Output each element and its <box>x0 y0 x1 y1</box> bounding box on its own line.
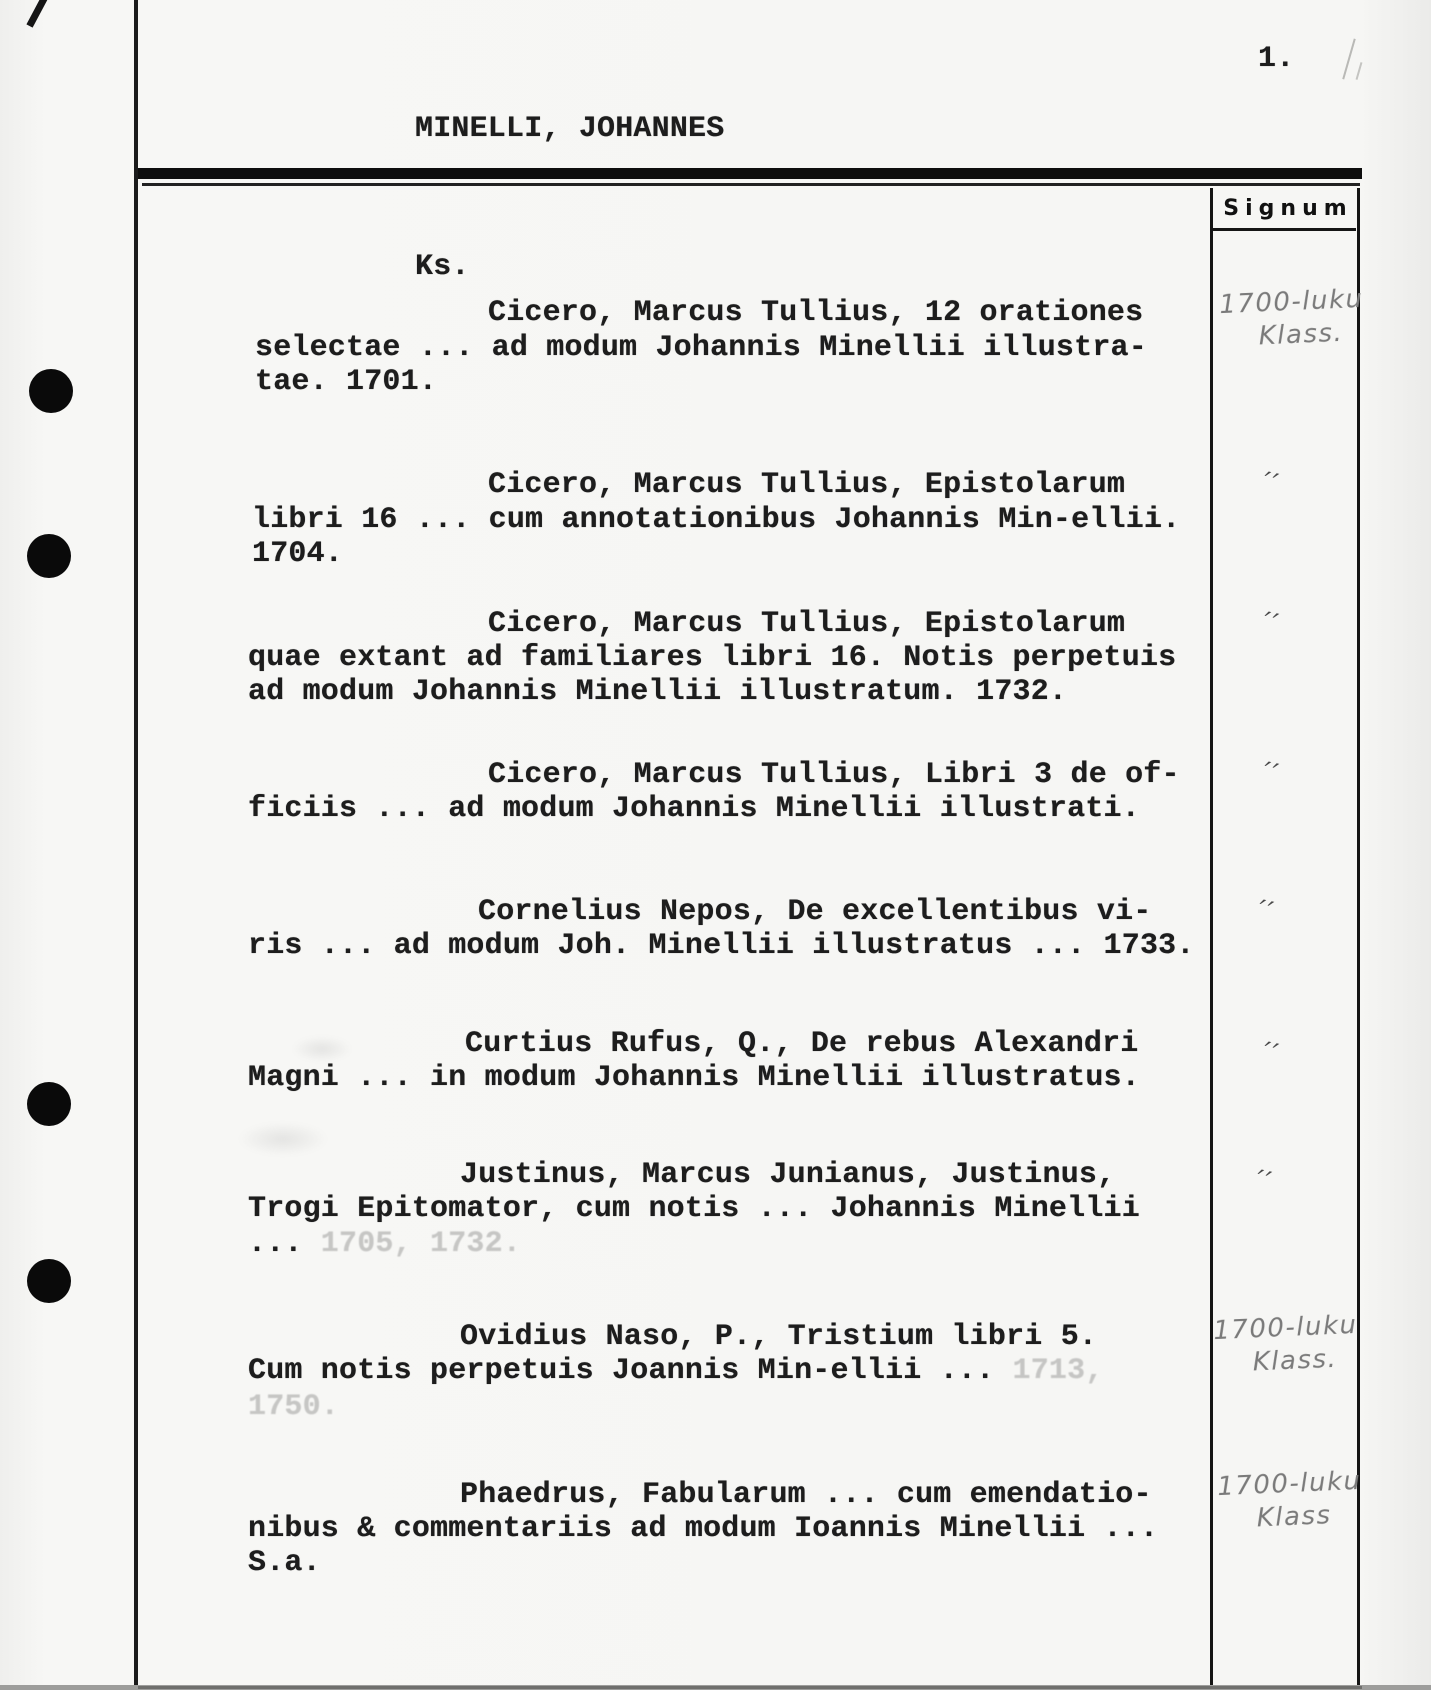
catalog-line: Phaedrus, Fabularum ... cum emendatio- <box>460 1478 1152 1512</box>
signum-ditto-mark: ′′ <box>1254 894 1278 929</box>
handwriting-line: Klass. <box>1252 1343 1338 1378</box>
signum-ditto-mark: ′′ <box>1259 606 1283 641</box>
signum-handwritten-note <box>1217 1465 1364 1537</box>
erased-text: 1705, 1732. <box>302 1227 522 1261</box>
catalog-line: Cicero, Marcus Tullius, Epistolarum <box>488 468 1126 502</box>
erased-text: 1713, <box>994 1354 1104 1388</box>
catalog-line: Cornelius Nepos, De excellentibus vi- <box>478 895 1152 929</box>
catalog-line: quae extant ad familiares libri 16. Notis perpetuis <box>248 641 1177 675</box>
catalog-line: selectae ... ad modum Johannis Minellii illustra- <box>255 331 1147 365</box>
catalog-line: Ovidius Naso, P., Tristium libri 5. <box>460 1320 1098 1354</box>
catalog-line: tae. 1701. <box>255 365 438 399</box>
catalog-line: Trogi Epitomator, cum notis ... Johannis Minellii <box>248 1192 1140 1226</box>
catalog-line: Cicero, Marcus Tullius, 12 orationes <box>488 296 1144 330</box>
catalog-line: Ks. <box>415 250 470 284</box>
typed-text: Cum notis perpetuis Joannis Min-ellii ... <box>248 1354 995 1388</box>
catalog-line: Curtius Rufus, Q., De rebus Alexandri <box>465 1027 1139 1061</box>
handwriting-line: 1700-luku <box>1212 1309 1359 1347</box>
handwriting-line: 1700-luku <box>1216 1465 1363 1503</box>
signum-ditto-mark: ′′ <box>1252 1164 1276 1199</box>
catalog-line: Magni ... in modum Johannis Minellii illustratus. <box>248 1061 1140 1095</box>
signum-ditto-mark: ′′ <box>1259 756 1283 791</box>
signum-column-header: Signum <box>1223 196 1353 221</box>
erased-text: 1750. <box>248 1390 340 1424</box>
handwriting-line: Klass. <box>1258 317 1344 352</box>
catalog-line: Cicero, Marcus Tullius, Epistolarum <box>488 607 1126 641</box>
typed-text: ... <box>248 1227 303 1261</box>
page-title: MINELLI, JOHANNES <box>415 112 725 146</box>
scan-bottom-edge-dark <box>138 1686 1362 1689</box>
signum-ditto-mark: ′′ <box>1259 466 1283 501</box>
catalog-line: libri 16 ... cum annotationibus Johannis Min-ellii. <box>252 503 1181 537</box>
signum-ditto-mark: ′′ <box>1259 1036 1283 1071</box>
catalog-line: nibus & commentariis ad modum Ioannis Minellii ... <box>248 1512 1159 1546</box>
handwriting-line: 1700-luku <box>1218 283 1365 321</box>
catalog-line: Cicero, Marcus Tullius, Libri 3 de of- <box>488 758 1180 792</box>
catalog-line: ficiis ... ad modum Johannis Minellii illustrati. <box>248 792 1140 826</box>
catalog-line: 1704. <box>252 537 344 571</box>
page-number: 1. <box>1258 42 1295 76</box>
catalog-line: ris ... ad modum Joh. Minellii illustratus ... 1733. <box>248 929 1195 963</box>
catalog-line: ad modum Johannis Minellii illustratum. 1732. <box>248 675 1068 709</box>
handwriting-line: Klass <box>1256 1500 1333 1534</box>
catalog-line: Justinus, Marcus Junianus, Justinus, <box>460 1158 1116 1192</box>
catalog-line: S.a. <box>248 1546 321 1580</box>
